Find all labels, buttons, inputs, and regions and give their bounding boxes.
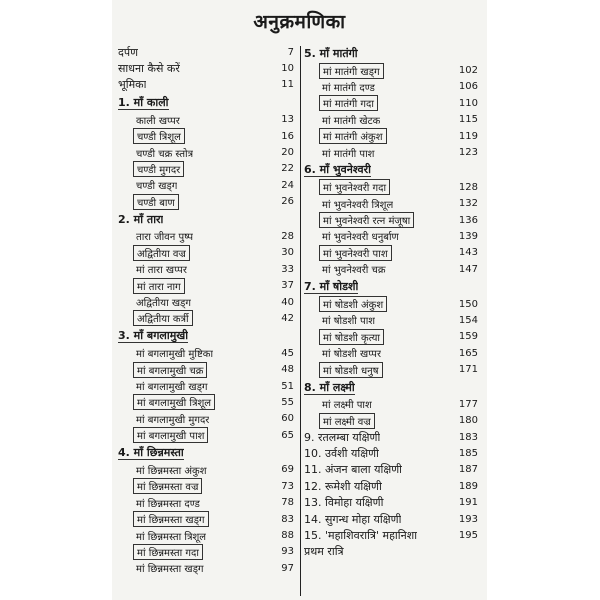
- entry-label: [302, 495, 384, 510]
- entry-page-number: 150: [458, 298, 478, 310]
- entry-page-number: 187: [458, 464, 478, 476]
- page-title: अनुक्रमणिका: [253, 11, 346, 33]
- index-entry: [302, 112, 480, 128]
- entry-label-text: मां बगलामुखी मुगदर: [136, 414, 210, 426]
- index-entry: [302, 79, 480, 95]
- index-entry: [116, 128, 296, 144]
- index-entry: [302, 413, 480, 429]
- index-entry: [302, 196, 480, 212]
- entry-label-text: मां षोडशी खप्पर: [322, 349, 382, 361]
- entry-label-text: अद्वितीया कर्त्री: [137, 314, 189, 326]
- entry-label-text: अद्वितीया वज्र: [137, 248, 186, 260]
- entry-label: [302, 80, 375, 94]
- entry-label: [302, 462, 402, 477]
- entry-label-text: मां छिन्नमस्ता खड्ग: [137, 515, 205, 527]
- index-entry: [116, 411, 296, 427]
- entry-page-number: 13: [281, 114, 294, 126]
- entry-label: [116, 45, 138, 60]
- entry-label-text: मां छिन्नमस्ता त्रिशूल: [136, 531, 207, 543]
- entry-page-number: 69: [281, 464, 294, 476]
- index-entry: [116, 112, 296, 128]
- index-column-right: [302, 44, 480, 560]
- entry-label: [116, 463, 207, 477]
- index-entry: [116, 194, 296, 210]
- index-entry: [302, 544, 480, 560]
- entry-label-text: 8. माँ लक्ष्मी: [304, 380, 355, 394]
- index-entry: [116, 228, 296, 244]
- entry-label: [133, 194, 179, 210]
- entry-label: [319, 362, 383, 378]
- entry-label-text: अद्वितीया खड्ग: [136, 298, 191, 310]
- entry-label: [133, 128, 185, 144]
- section-heading: [302, 378, 480, 396]
- index-entry: [302, 329, 480, 345]
- entry-label-text: मां मातंगी दण्ड: [322, 82, 375, 94]
- entry-page-number: 93: [281, 546, 294, 558]
- entry-label-text: मां बगलामुखी मुष्टिका: [136, 349, 214, 361]
- entry-page-number: 97: [281, 562, 294, 574]
- entry-page-number: 119: [458, 130, 478, 142]
- entry-label: [116, 178, 177, 192]
- entry-label: [116, 412, 209, 426]
- entry-page-number: 65: [281, 429, 294, 441]
- entry-label: [302, 262, 386, 276]
- entry-page-number: 110: [458, 97, 478, 109]
- entry-label-text: मां भुवनेश्वरी त्रिशूल: [322, 199, 394, 211]
- entry-page-number: 22: [281, 163, 294, 175]
- entry-label-text: मां मातंगी खड्ग: [323, 66, 380, 78]
- index-entry: [116, 161, 296, 177]
- entry-label: [116, 77, 146, 92]
- entry-page-number: 33: [281, 263, 294, 275]
- entry-label: [116, 212, 163, 227]
- entry-page-number: 159: [458, 331, 478, 343]
- index-column-left: [116, 44, 296, 577]
- entry-page-number: 45: [281, 347, 294, 359]
- entry-page-number: 171: [458, 364, 478, 376]
- index-entry: [302, 144, 480, 160]
- entry-label-text: मां षोडशी धनुष: [323, 365, 379, 377]
- entry-label: [319, 413, 375, 429]
- index-entry: [302, 445, 480, 461]
- entry-label-text: 3. माँ बगलामुखी: [118, 329, 189, 343]
- entry-page-number: 193: [458, 513, 478, 525]
- section-heading: [302, 44, 480, 62]
- entry-label-text: मां छिन्नमस्ता वज्र: [137, 482, 199, 494]
- entry-label-text: मां बगलामुखी चक्र: [137, 365, 204, 377]
- entry-label: [319, 329, 384, 345]
- entry-label-text: चण्डी त्रिशूल: [137, 132, 181, 144]
- section-heading: [116, 93, 296, 111]
- index-entry: [116, 144, 296, 160]
- entry-page-number: 195: [458, 530, 478, 542]
- entry-label-text: मां छिन्नमस्ता दण्ड: [136, 498, 200, 510]
- entry-label: [116, 379, 208, 393]
- entry-page-number: 154: [458, 314, 478, 326]
- index-entry: [302, 296, 480, 312]
- entry-label-text: 12. रूमेशी यक्षिणी: [304, 479, 382, 493]
- index-entry: [116, 462, 296, 478]
- entry-page-number: 30: [281, 247, 294, 259]
- entry-label-text: मां तारा खप्पर: [136, 265, 187, 277]
- entry-page-number: 180: [458, 415, 478, 427]
- section-heading: [116, 443, 296, 461]
- entry-label-text: तारा जीवन पुष्प: [136, 232, 194, 244]
- entry-label-text: 9. रतलम्बा यक्षिणी: [304, 430, 381, 444]
- index-entry: [302, 128, 480, 144]
- entry-label-text: मां भुवनेश्वरी चक्र: [322, 265, 386, 277]
- entry-label-text: चण्डी मुगदर: [137, 164, 181, 176]
- entry-label: [319, 95, 378, 111]
- entry-label: [116, 561, 204, 575]
- entry-page-number: 51: [281, 380, 294, 392]
- index-entry: [116, 277, 296, 293]
- entry-label: [302, 544, 344, 559]
- entry-label-text: मां लक्ष्मी वज्र: [323, 416, 371, 428]
- entry-label-text: मां षोडशी अंकुश: [323, 300, 384, 312]
- entry-label-text: 2. माँ तारा: [118, 212, 164, 226]
- entry-label: [302, 162, 371, 177]
- entry-label-text: भूमिका: [118, 78, 147, 92]
- entry-label: [302, 146, 375, 160]
- entry-page-number: 123: [458, 147, 478, 159]
- entry-page-number: 165: [458, 347, 478, 359]
- entry-page-number: 7: [287, 46, 294, 58]
- index-entry: [116, 378, 296, 394]
- column-divider: [300, 46, 301, 596]
- entry-label: [133, 394, 215, 410]
- entry-page-number: 73: [281, 480, 294, 492]
- entry-label-text: मां मातंगी गदा: [323, 99, 374, 111]
- entry-label: [116, 445, 184, 460]
- index-entry: [302, 396, 480, 412]
- entry-label: [133, 278, 185, 294]
- index-entry: [116, 427, 296, 443]
- index-entry: [302, 361, 480, 377]
- entry-label: [319, 63, 384, 79]
- entry-label-text: मां छिन्नमस्ता खड्ग: [136, 564, 204, 576]
- entry-page-number: 48: [281, 364, 294, 376]
- entry-page-number: 83: [281, 513, 294, 525]
- entry-label: [302, 46, 358, 61]
- entry-label-text: मां बगलामुखी त्रिशूल: [137, 398, 212, 410]
- entry-label: [302, 113, 380, 127]
- entry-page-number: 55: [281, 396, 294, 408]
- entry-label: [133, 161, 184, 177]
- index-entry: [302, 95, 480, 111]
- entry-label-text: साधना कैसे करें: [118, 62, 180, 76]
- entry-label: [133, 478, 202, 494]
- index-entry: [116, 495, 296, 511]
- entry-page-number: 88: [281, 530, 294, 542]
- entry-label: [116, 61, 180, 76]
- entry-label-text: 13. विमोहा यक्षिणी: [304, 496, 384, 510]
- index-entry: [116, 310, 296, 326]
- index-entry: [302, 429, 480, 445]
- entry-page-number: 128: [458, 181, 478, 193]
- entry-label-text: दर्पण: [118, 45, 139, 59]
- index-entry: [302, 261, 480, 277]
- entry-label: [302, 512, 401, 527]
- entry-label: [319, 296, 387, 312]
- entry-page-number: 106: [458, 81, 478, 93]
- entry-label: [319, 212, 414, 228]
- index-entry: [116, 60, 296, 76]
- entry-label-text: 10. उर्वशी यक्षिणी: [304, 447, 379, 461]
- entry-label: [133, 427, 208, 443]
- entry-label: [116, 346, 213, 360]
- index-entry: [116, 511, 296, 527]
- entry-label: [302, 346, 381, 360]
- entry-label-text: मां भुवनेश्वरी धनुर्बाण: [322, 232, 399, 244]
- entry-label: [116, 328, 188, 343]
- index-entry: [116, 177, 296, 193]
- index-entry: [302, 179, 480, 195]
- section-heading: [302, 161, 480, 179]
- entry-label-text: 1. माँ काली: [118, 95, 169, 109]
- entry-page-number: 60: [281, 413, 294, 425]
- entry-page-number: 147: [458, 263, 478, 275]
- entry-label: [302, 446, 379, 461]
- index-entry: [302, 228, 480, 244]
- entry-page-number: 143: [458, 247, 478, 259]
- entry-label-text: मां मातंगी पाश: [322, 148, 375, 160]
- entry-label: [116, 529, 206, 543]
- entry-label: [302, 380, 355, 395]
- index-entry: [302, 511, 480, 527]
- entry-page-number: 28: [281, 230, 294, 242]
- entry-label-text: मां छिन्नमस्ता अंकुश: [136, 465, 207, 477]
- entry-page-number: 115: [458, 114, 478, 126]
- index-entry: [302, 312, 480, 328]
- index-entry: [302, 527, 480, 543]
- index-entry: [116, 478, 296, 494]
- index-entry: [116, 361, 296, 377]
- index-entry: [302, 212, 480, 228]
- entry-label-text: 5. माँ मातंगी: [304, 46, 358, 60]
- index-entry: [302, 462, 480, 478]
- entry-label: [133, 544, 203, 560]
- index-entry: [116, 345, 296, 361]
- entry-label: [116, 113, 180, 127]
- entry-label-text: मां बगलामुखी पाश: [137, 431, 205, 443]
- index-entry: [116, 394, 296, 410]
- entry-page-number: 136: [458, 214, 478, 226]
- entry-label-text: चण्डी बाण: [137, 197, 175, 209]
- entry-label: [302, 279, 358, 294]
- entry-page-number: 189: [458, 480, 478, 492]
- index-entry: [302, 495, 480, 511]
- entry-label-text: प्रथम रात्रि: [304, 545, 344, 559]
- entry-label: [302, 313, 375, 327]
- entry-page-number: 132: [458, 198, 478, 210]
- entry-page-number: 102: [458, 65, 478, 77]
- entry-page-number: 10: [281, 63, 294, 75]
- index-entry: [116, 77, 296, 93]
- entry-page-number: 11: [281, 79, 294, 91]
- entry-label: [133, 362, 207, 378]
- entry-page-number: 37: [281, 280, 294, 292]
- entry-label-text: मां मातंगी अंकुश: [323, 132, 383, 144]
- entry-label: [116, 295, 191, 309]
- entry-label-text: चण्डी चक्र स्तोत्र: [136, 148, 194, 160]
- entry-page-number: 185: [458, 448, 478, 460]
- index-entry: [116, 261, 296, 277]
- entry-label-text: 15. 'महाशिवरात्रि' महानिशा: [304, 529, 418, 543]
- entry-label: [133, 245, 190, 261]
- entry-label-text: मां तारा नाग: [137, 281, 181, 293]
- entry-label: [302, 430, 380, 445]
- section-heading: [302, 277, 480, 295]
- entry-label-text: मां लक्ष्मी पाश: [322, 400, 372, 412]
- entry-page-number: 26: [281, 196, 294, 208]
- entry-page-number: 191: [458, 497, 478, 509]
- section-heading: [116, 210, 296, 228]
- entry-page-number: 24: [281, 179, 294, 191]
- index-entry: [116, 560, 296, 576]
- entry-page-number: 20: [281, 147, 294, 159]
- entry-label: [319, 128, 387, 144]
- entry-label: [116, 229, 193, 243]
- entry-label: [133, 511, 209, 527]
- entry-page-number: 183: [458, 431, 478, 443]
- entry-label: [133, 310, 193, 326]
- entry-page-number: 16: [281, 130, 294, 142]
- entry-label-text: 14. सुगन्ध मोहा यक्षिणी: [304, 512, 402, 526]
- entry-label-text: काली खप्पर: [136, 115, 180, 127]
- entry-label: [302, 397, 372, 411]
- entry-label-text: मां भुवनेश्वरी पाश: [323, 248, 388, 260]
- entry-label-text: 11. अंजन बाला यक्षिणी: [304, 463, 403, 477]
- entry-label-text: मां छिन्नमस्ता गदा: [137, 547, 199, 559]
- entry-label: [302, 479, 382, 494]
- entry-label: [116, 95, 169, 110]
- entry-page-number: 78: [281, 497, 294, 509]
- entry-label: [302, 528, 417, 543]
- entry-label-text: मां षोडशी पाश: [322, 316, 376, 328]
- entry-label: [319, 179, 390, 195]
- entry-label: [116, 496, 200, 510]
- entry-label-text: मां षोडशी कृत्या: [323, 332, 381, 344]
- entry-label-text: मां मातंगी खेटक: [322, 115, 381, 127]
- section-heading: [116, 327, 296, 345]
- entry-label: [319, 245, 392, 261]
- entry-label: [116, 146, 193, 160]
- entry-page-number: 42: [281, 312, 294, 324]
- index-entry: [116, 245, 296, 261]
- entry-label-text: चण्डी खड्ग: [136, 181, 178, 193]
- index-entry: [116, 544, 296, 560]
- index-entry: [302, 245, 480, 261]
- index-entry: [302, 62, 480, 78]
- entry-label: [302, 197, 393, 211]
- entry-page-number: 40: [281, 296, 294, 308]
- entry-label-text: मां भुवनेश्वरी गदा: [323, 183, 387, 195]
- index-entry: [302, 478, 480, 494]
- entry-label: [302, 229, 399, 243]
- entry-label-text: 4. माँ छिन्नमस्ता: [118, 446, 184, 460]
- index-entry: [302, 345, 480, 361]
- index-entry: [116, 44, 296, 60]
- entry-label-text: मां बगलामुखी खड्ग: [136, 382, 208, 393]
- entry-page-number: 139: [458, 230, 478, 242]
- index-entry: [116, 294, 296, 310]
- entry-label-text: 6. माँ भुवनेश्वरी: [304, 163, 372, 177]
- entry-label-text: मां भुवनेश्वरी रत्न मंजूषा: [323, 216, 411, 228]
- entry-label: [116, 262, 187, 276]
- entry-label-text: 7. माँ षोडशी: [304, 280, 359, 294]
- entry-page-number: 177: [458, 398, 478, 410]
- index-entry: [116, 527, 296, 543]
